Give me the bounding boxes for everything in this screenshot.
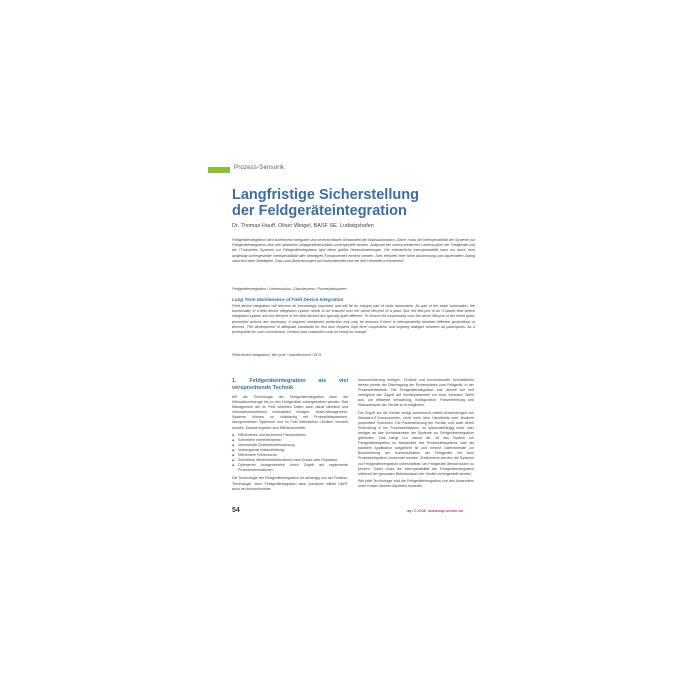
list-item: ◆ Optimierter Anlagenbetrieb durch Zugriff auf ergänzende Prozessinformationen.: [232, 463, 348, 473]
german-abstract: Feldgeräteintegration wird zunehmend integraler und unverzichtbarer Bestandteil der Basisautomation. Daher muss die Interoperabilität der Systeme zur Feldgeräteintegration über den gesamten Anlagenlebenszyklus sichergestellt werden. Aufgrund der unterschiedlichen Lebenszyklen der Feldgeräte und der IT-basierten Systeme zur Feldgeräteintegration sind diese größte Herausforderungen. Die erforderliche Interoperabilität kann nur durch eine langfristig sichergestellte Interoperabilität aller beteiligten Komponenten erreicht werden. Dies erfordert eine hohe Abstimmung und dauerhaften Dialog zwischen allen Beteiligten. Dazu sind Anforderungen auf Anwenderseite und bei den Herstellern erforderlich.: [232, 238, 475, 263]
section-tag-bar: [208, 167, 230, 173]
german-keywords: Feldgeräteintegration / Lebenszyklus / Obsoleszenz / Prozessleitsystem: [232, 287, 347, 291]
right-column: [358, 378, 474, 491]
english-title: Long Term Maintenance of Field Device Integration: [232, 297, 344, 302]
left-paragraph-1: Mit der Technologie der Feldgeräteintegration kann die Informationsmenge bis zu den Feldgeräten vorangetrieben werden. Das Management der im Feld verteilten Daten kann damit räumlich und informationstechnisch zentralisiert erfolgen. Asset-Management-Systeme können so vollständig mit Prozessleitsystemen, übergeordneten Systemen und im Feld befindlichen Geräten vernetzt werden. Daraus ergeben sich Effizienzvorteile:: [232, 395, 348, 430]
list-item: ◆ Verbesserte Zustandsüberwachung,: [232, 443, 348, 448]
section-tag: [208, 165, 488, 175]
article-title: [232, 187, 482, 219]
website-link[interactable]: www.atp-online.de: [428, 508, 464, 513]
left-column: [232, 378, 348, 494]
right-paragraph-3: Wie jede Technologie wird die Feldgeräteintegration von den Anwendern unter Kosten-Nutzen-Aspekten bewertet.: [358, 478, 474, 488]
section-tag-label: Prozess-Sensorik: [234, 165, 285, 171]
list-item: ◆ Schnellere Wiederinbetriebnahme nach Ersatz oder Reparatur,: [232, 458, 348, 463]
issue-label: atp 2.2008: [407, 508, 426, 513]
right-paragraph-1: Instrumentierung erfolgen. Feldbus und konventionelle Schnittstellen dienen primär der Übertragung der Prozessdaten zum Feldgerät. In der Prozessleittechnik. Die Feldgeräteintegration war derzeit auf und ermöglicht den Zugriff auf Geräteparameter vor einer zentralen Stelle aus, um effiziente Verwaltung, Konfiguration, Parametrierung und Statusanalyse der Geräte zu ermöglichen.: [358, 378, 474, 408]
article-title-line2: der Feldgeräteintegration: [232, 203, 407, 219]
english-abstract: Field device integration will become an increasingly important and will be an integral part of basic automation. As part of the basic automation, the functionality of a field device integration system needs to be ensured over the whole lifecycle of a plant. But, the lifecycle of an IT-based field device integration system and the lifecycle of the field devices are typically quite different. To ensure the functionality over the whole lifecycle of the entire plant, preventive actions are necessary. A required investment protection only may be ensured if there is interoperability between different generations of devices. The development of adequate standards for this task requires high level cooperation and ongoing dialogue between all participants. As a prerequisite for such commitment, vendors and customers must be ready for change.: [232, 304, 475, 335]
list-item: ◆ Vorbeugende Instandhaltung,: [232, 448, 348, 453]
article-page: [200, 135, 500, 575]
list-item: ◆ Effizientere Fehlersuche,: [232, 453, 348, 458]
list-item: ◆ Effizienteres und sichereres Parametrieren,: [232, 433, 348, 438]
right-paragraph-2: Der Zugriff auf die Geräte erfolgt zunehmend mittels Anwendungen von Standard-IT-Komponenten, nicht mehr über Handhelds oder ähnliche proprietäre Techniken. Die Parametrierung der Geräte, und auch deren Einbindung in ein Prozessleitsystem, ist systemabhängig mehr oder weniger an das Vorhandensein der Systeme zur Feldgeräteintegration gebunden. Das hängt u.a. davon ab, ob das System zur Feldgerätintegration im Bestandteil des Prozessleitsystems oder als parallele Applikation ausgeführt ist und welche Datenformate zur Beschreibung der Kommunikation der Feldgeräte mit dem Prozessleitsystem verwendet werden. Zunehmend werden die Systeme zur Feldgeräteintegration unverzichtbar, um Feldgeräte überall nutzen zu können. Damit muss die Interoperabilität der Feldgeräteintegration während der gesamten Betriebsdauer der Geräte sichergestellt werden.: [358, 410, 474, 476]
section-1-heading: 1. Feldgeräteintegration als viel versprechende Technik: [232, 378, 348, 391]
english-keywords: Field device integration / life cycle / obsolescence / DCS: [232, 353, 322, 357]
benefits-list: [232, 433, 348, 474]
page-number: 54: [232, 507, 240, 514]
list-item: ◆ Schnellere Inbetriebnahme,: [232, 438, 348, 443]
left-paragraph-2: Die Technologie der Feldgeräteintegration ist abhängig von der Feldbus-Technologie, denn Feldgerätintegration kann prinzipiell mittels HART auch bei konventioneller: [232, 476, 348, 491]
authors: Dr. Thomas Hauff, Oliver Weigel, BASF SE, Ludwigshafen: [232, 223, 374, 229]
article-title-line1: Langfristige Sicherstellung: [232, 187, 419, 203]
